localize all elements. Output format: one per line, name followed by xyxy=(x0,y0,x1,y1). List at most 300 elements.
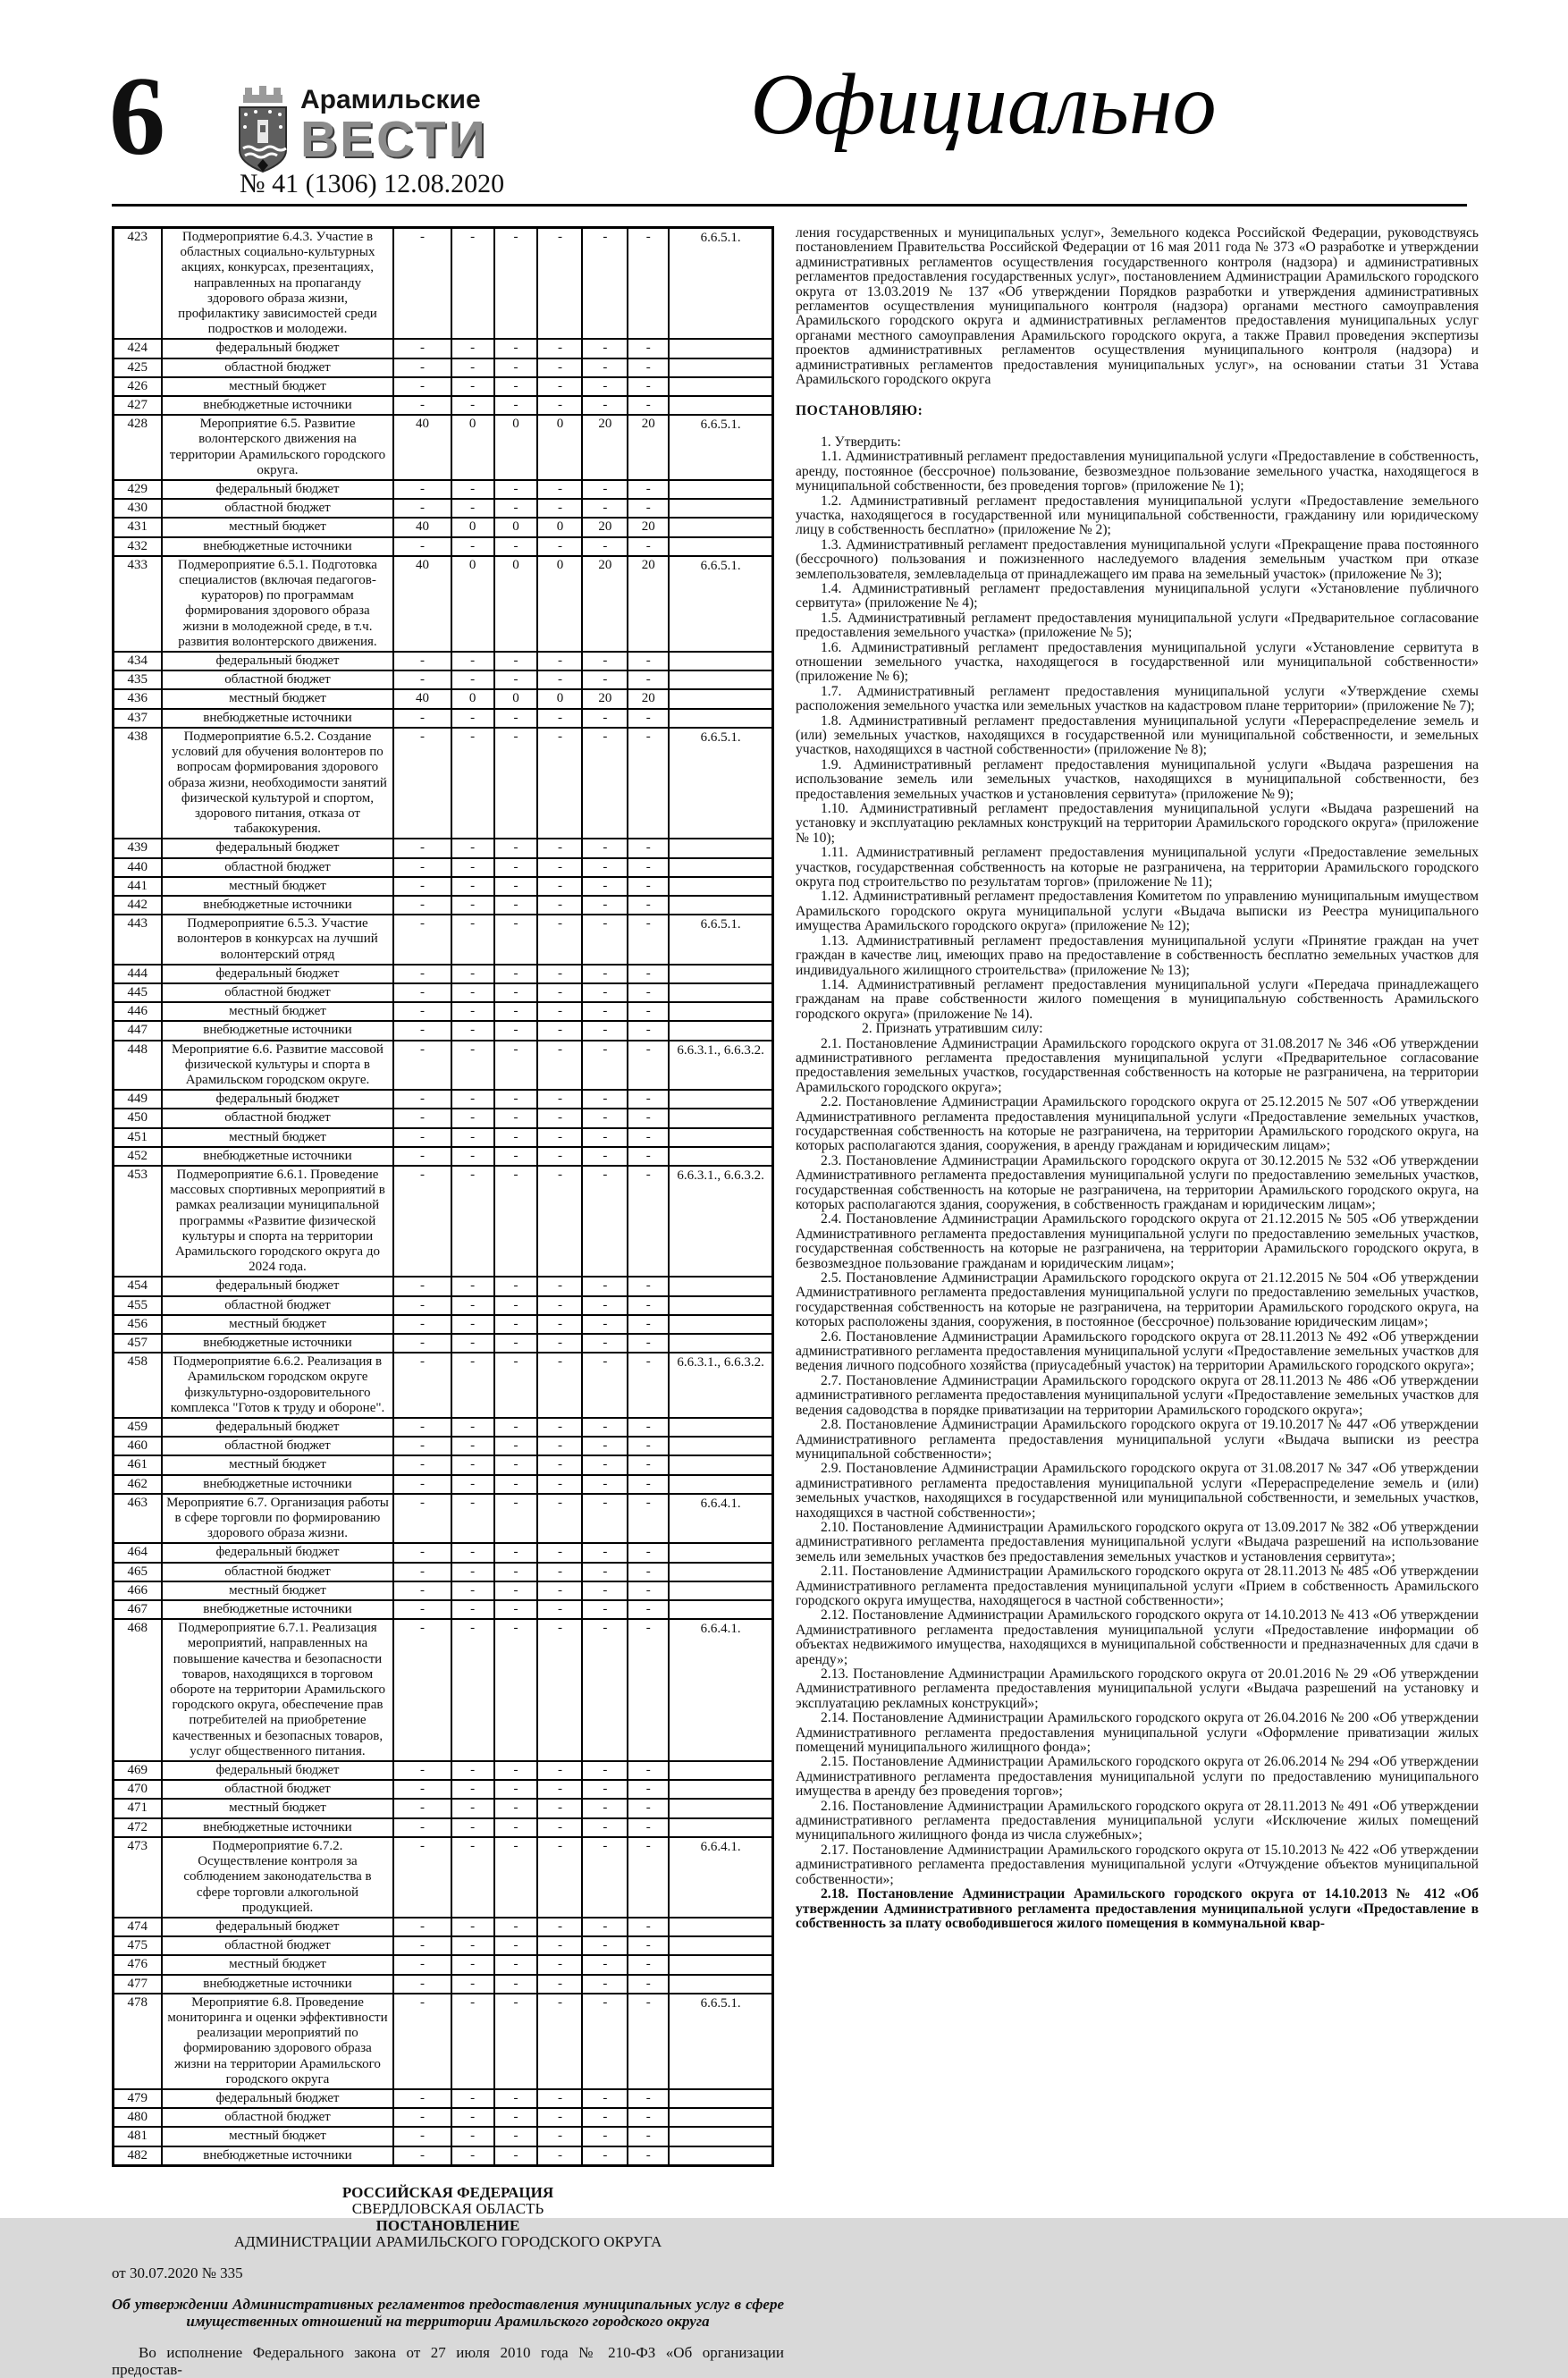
row-value: - xyxy=(582,1761,628,1780)
row-value: - xyxy=(582,1994,628,2089)
row-description: областной бюджет xyxy=(162,1563,394,1581)
row-code xyxy=(669,499,772,518)
row-description: Подмероприятие 6.5.3. Участие волонтеров в конкурсах на лучший волонтерский отряд xyxy=(162,915,394,965)
row-value: - xyxy=(582,1799,628,1817)
row-value: - xyxy=(451,1418,494,1437)
row-value: - xyxy=(537,1761,582,1780)
row-description: Подмероприятие 6.5.1. Подготовка специалистов (включая педагогов-кураторов) по программам формирования здорового образа жизни в молодежной среде, в т.ч. развития волонтерского движения. xyxy=(162,556,394,652)
row-value: - xyxy=(582,839,628,857)
row-value: - xyxy=(537,1543,582,1562)
row-value: - xyxy=(494,1799,538,1817)
row-value: - xyxy=(537,896,582,915)
row-description: областной бюджет xyxy=(162,358,394,377)
row-description: федеральный бюджет xyxy=(162,965,394,983)
row-value: - xyxy=(451,1090,494,1109)
row-number: 450 xyxy=(114,1109,162,1127)
row-value: - xyxy=(451,1147,494,1166)
row-value: - xyxy=(494,965,538,983)
row-number: 479 xyxy=(114,2089,162,2108)
row-code xyxy=(669,1147,772,1166)
row-code xyxy=(669,1600,772,1619)
row-value: - xyxy=(451,1994,494,2089)
table-row xyxy=(114,877,773,896)
row-value: - xyxy=(494,396,538,415)
decree-title: Об утверждении Административных регламентов предоставления муниципальных услуг в сфере имущественных отношений на территории Арамильского городского округа xyxy=(112,2296,784,2330)
legal-paragraph: 1.1. Административный регламент предоставления муниципальной услуги «Предоставление в собственность, аренду, постоянное (бессрочное) пользование, безвозмездное пользование земельного участка, находящегося в муниципальной собственности, без проведения торгов» (приложение № 1); xyxy=(796,449,1479,494)
legal-paragraph: 2.17. Постановление Администрации Арамильского городского округа от 15.10.2013 № 422 «Об утверждении административного регламента предоставления муниципальной услуги «Отчуждение объектов муниципальной собственности»; xyxy=(796,1842,1479,1887)
row-value: - xyxy=(628,1994,669,2089)
row-value: - xyxy=(537,1041,582,1091)
row-value: - xyxy=(537,537,582,556)
row-value: - xyxy=(537,1002,582,1021)
row-value: - xyxy=(451,728,494,839)
row-value: - xyxy=(494,652,538,670)
table-row xyxy=(114,1128,773,1147)
row-description: местный бюджет xyxy=(162,518,394,536)
row-value: - xyxy=(537,1147,582,1166)
row-value: - xyxy=(628,839,669,857)
legal-paragraph: 2.8. Постановление Администрации Арамильского городского округа от 19.10.2017 № 447 «Об утверждении Административного регламента предоставления муниципальной услуги «Выдача выписки из реестра муниципальной собственности»; xyxy=(796,1417,1479,1462)
row-code xyxy=(669,2146,772,2166)
row-code: 6.6.5.1. xyxy=(669,728,772,839)
row-value: - xyxy=(494,358,538,377)
row-code: 6.6.3.1., 6.6.3.2. xyxy=(669,1041,772,1091)
table-row xyxy=(114,1109,773,1127)
row-value: - xyxy=(537,2146,582,2166)
row-value: - xyxy=(494,1418,538,1437)
row-value: 0 xyxy=(451,689,494,708)
row-value: - xyxy=(451,1277,494,1295)
row-value: - xyxy=(628,1166,669,1277)
row-value: - xyxy=(393,652,451,670)
row-value: - xyxy=(494,728,538,839)
row-value: - xyxy=(582,2146,628,2166)
row-value: - xyxy=(582,728,628,839)
table-row xyxy=(114,556,773,652)
row-number: 454 xyxy=(114,1277,162,1295)
row-number: 453 xyxy=(114,1166,162,1277)
table-row xyxy=(114,670,773,689)
row-value: - xyxy=(537,839,582,857)
table-row xyxy=(114,1543,773,1562)
row-value: - xyxy=(451,499,494,518)
row-code xyxy=(669,1761,772,1780)
row-value: - xyxy=(451,839,494,857)
row-value: - xyxy=(537,1090,582,1109)
row-value: - xyxy=(582,877,628,896)
table-row xyxy=(114,915,773,965)
table-row xyxy=(114,689,773,708)
table-row xyxy=(114,1837,773,1918)
row-value: - xyxy=(628,2127,669,2146)
row-description: областной бюджет xyxy=(162,1936,394,1955)
legal-paragraph: 1.7. Административный регламент предоставления муниципальной услуги «Утверждение схемы расположения земельного участка или земельных участков на кадастровом плане территории» (приложение № 7); xyxy=(796,683,1479,714)
row-description: областной бюджет xyxy=(162,983,394,1002)
table-row xyxy=(114,1277,773,1295)
row-value: - xyxy=(628,1475,669,1494)
row-value: - xyxy=(494,2089,538,2108)
row-value: - xyxy=(628,1918,669,1936)
newspaper-name-main: ВЕСТИ xyxy=(300,111,488,168)
row-value: - xyxy=(451,877,494,896)
row-value: - xyxy=(582,537,628,556)
row-value: - xyxy=(393,1002,451,1021)
row-code xyxy=(669,358,772,377)
row-value: - xyxy=(628,1455,669,1474)
table-row xyxy=(114,1799,773,1817)
row-description: федеральный бюджет xyxy=(162,839,394,857)
row-value: - xyxy=(537,1021,582,1040)
row-value: - xyxy=(393,1166,451,1277)
row-number: 437 xyxy=(114,709,162,728)
row-value: - xyxy=(494,1761,538,1780)
row-value: - xyxy=(451,1818,494,1837)
row-value: - xyxy=(582,1296,628,1315)
row-value: - xyxy=(393,1600,451,1619)
row-value: - xyxy=(628,1837,669,1918)
row-description: федеральный бюджет xyxy=(162,1090,394,1109)
row-value: - xyxy=(628,1334,669,1353)
row-value: - xyxy=(537,2127,582,2146)
row-code xyxy=(669,1334,772,1353)
table-row xyxy=(114,1475,773,1494)
row-number: 478 xyxy=(114,1994,162,2089)
legal-paragraph: ления государственных и муниципальных услуг», Земельного кодекса Российской Федерации, руководствуясь постановлением Правительства Российской Федерации от 16 мая 2011 года № 373 «О разработке и утверждении административных регламентов осуществления государственного контроля (надзора) и административных регламентов предоставления государственных услуг», постановлением Администрации Арамильского городского округа от 13.03.2019 № 137 «Об утверждении Порядков разработки и утверждения административных регламентов осуществления муниципального контроля (надзора) органами местного самоуправления Арамильского городского округа и административных регламентов предоставления муниципальных услуг органами местного самоуправления Арамильского городского округа, а также Правил проведения экспертизы проектов административных регламентов осуществления муниципального контроля (надзора) и административных регламентов предоставления муниципальных услуг», на основании статьи 31 Устава Арамильского городского округа xyxy=(796,225,1479,388)
table-row xyxy=(114,1955,773,1974)
row-value: - xyxy=(537,1353,582,1418)
row-value: - xyxy=(537,1563,582,1581)
row-code: 6.6.3.1., 6.6.3.2. xyxy=(669,1166,772,1277)
row-value: - xyxy=(494,839,538,857)
row-value: - xyxy=(537,670,582,689)
row-code xyxy=(669,1563,772,1581)
row-value: - xyxy=(393,1475,451,1494)
row-value: - xyxy=(393,1494,451,1544)
row-value: - xyxy=(393,228,451,340)
row-value: - xyxy=(451,1975,494,1994)
row-value: - xyxy=(537,1437,582,1455)
row-value: - xyxy=(451,1166,494,1277)
row-value: - xyxy=(494,1475,538,1494)
row-value: - xyxy=(393,1315,451,1334)
row-description: местный бюджет xyxy=(162,1581,394,1600)
table-row xyxy=(114,1090,773,1109)
row-value: - xyxy=(582,896,628,915)
row-value: - xyxy=(628,1021,669,1040)
row-value: - xyxy=(451,358,494,377)
row-value: - xyxy=(393,1994,451,2089)
row-value: - xyxy=(537,1455,582,1474)
row-description: внебюджетные источники xyxy=(162,1021,394,1040)
table-row xyxy=(114,518,773,536)
row-value: - xyxy=(451,1918,494,1936)
row-value: - xyxy=(451,1955,494,1974)
row-value: - xyxy=(393,377,451,396)
row-value: - xyxy=(494,1780,538,1799)
row-value: - xyxy=(451,2146,494,2166)
row-value: - xyxy=(393,2108,451,2127)
row-value: - xyxy=(537,1475,582,1494)
row-value: - xyxy=(494,983,538,1002)
legal-paragraph: 2.12. Постановление Администрации Арамильского городского округа от 14.10.2013 № 413 «Об утверждении Административного регламента предоставления муниципальной услуги «Предоставление информации об объектах недвижимого имущества, находящихся в муниципальной собственности и предназначенных для сдачи в аренду»; xyxy=(796,1607,1479,1667)
row-description: местный бюджет xyxy=(162,1002,394,1021)
row-value: - xyxy=(451,1437,494,1455)
row-value: - xyxy=(494,2108,538,2127)
row-value: 0 xyxy=(494,556,538,652)
row-value: - xyxy=(393,537,451,556)
table-row xyxy=(114,1166,773,1277)
legal-paragraph: 2.9. Постановление Администрации Арамильского городского округа от 31.08.2017 № 347 «Об утверждении административного регламента предоставления муниципальной услуги «Перераспределение земель и (или) земельных участков, находящихся в государственной или муниципальной собственности, и земельных участков, находящихся в частной собственности»; xyxy=(796,1461,1479,1521)
row-value: - xyxy=(393,1041,451,1091)
row-value: - xyxy=(537,228,582,340)
row-value: - xyxy=(393,1147,451,1166)
row-code: 6.6.5.1. xyxy=(669,1994,772,2089)
row-value: - xyxy=(628,358,669,377)
row-value: - xyxy=(582,1581,628,1600)
row-number: 469 xyxy=(114,1761,162,1780)
row-value: - xyxy=(582,499,628,518)
row-value: - xyxy=(582,1277,628,1295)
row-value: - xyxy=(393,358,451,377)
decree-heading-line: ПОСТАНОВЛЕНИЕ xyxy=(375,2216,520,2234)
row-description: Подмероприятие 6.7.1. Реализация мероприятий, направленных на повышение качества и безопасности товаров, находящихся в торговом обороте на территории Арамильского городского округа, обеспечение прав потребителей на приобретение качественных и безопасных товаров, услуг общественного питания. xyxy=(162,1619,394,1761)
row-value: - xyxy=(582,983,628,1002)
row-value: - xyxy=(582,1418,628,1437)
row-value: - xyxy=(393,1837,451,1918)
row-value: - xyxy=(494,1581,538,1600)
legal-paragraph: 1.13. Административный регламент предоставления муниципальной услуги «Принятие граждан на учет граждан в качестве лиц, имеющих право на предоставление в собственность бесплатно земельных участков для индивидуального жилищного строительства» (приложение № 13); xyxy=(796,932,1479,978)
row-value: - xyxy=(393,896,451,915)
row-value: - xyxy=(393,1818,451,1837)
row-value: - xyxy=(393,499,451,518)
row-value: - xyxy=(582,2089,628,2108)
table-row xyxy=(114,983,773,1002)
row-code xyxy=(669,1475,772,1494)
row-value: - xyxy=(628,480,669,499)
row-code xyxy=(669,1780,772,1799)
row-description: Подмероприятие 6.4.3. Участие в областных социально-культурных акциях, конкурсах, презентациях, направленных на пропаганду здорового образа жизни, профилактику зависимостей среди подростков и молодежи. xyxy=(162,228,394,340)
row-value: 40 xyxy=(393,689,451,708)
row-value: - xyxy=(494,1277,538,1295)
row-value: - xyxy=(537,1494,582,1544)
row-value: - xyxy=(451,1475,494,1494)
row-description: Мероприятие 6.5. Развитие волонтерского движения на территории Арамильского городского округа. xyxy=(162,415,394,480)
legal-paragraph: 2. Признать утратившим силу: xyxy=(862,1021,1043,1037)
row-description: областной бюджет xyxy=(162,1109,394,1127)
row-code xyxy=(669,339,772,358)
table-row xyxy=(114,839,773,857)
row-description: Мероприятие 6.6. Развитие массовой физической культуры и спорта в Арамильском городском округе. xyxy=(162,1041,394,1091)
row-value: - xyxy=(393,839,451,857)
row-value: - xyxy=(494,499,538,518)
row-number: 461 xyxy=(114,1455,162,1474)
row-value: - xyxy=(451,1581,494,1600)
table-row xyxy=(114,228,773,340)
row-value: - xyxy=(537,1581,582,1600)
row-value: 40 xyxy=(393,518,451,536)
row-value: - xyxy=(628,1147,669,1166)
table-row xyxy=(114,377,773,396)
row-description: областной бюджет xyxy=(162,1296,394,1315)
row-value: - xyxy=(537,396,582,415)
row-number: 443 xyxy=(114,915,162,965)
row-value: 20 xyxy=(582,689,628,708)
row-value: - xyxy=(393,1090,451,1109)
legal-paragraph: 1.9. Административный регламент предоставления муниципальной услуги «Выдача разрешения на использование земель или земельных участков, находящихся в муниципальной собственности, без предоставления земельных участков и установления сервитута» (приложение № 9); xyxy=(796,756,1479,802)
row-description: областной бюджет xyxy=(162,858,394,877)
row-value: - xyxy=(628,1296,669,1315)
row-value: - xyxy=(494,1994,538,2089)
row-description: областной бюджет xyxy=(162,499,394,518)
decree-intro: Во исполнение Федерального закона от 27 июля 2010 года № 210-ФЗ «Об организации предостав- xyxy=(112,2344,784,2378)
row-value: - xyxy=(582,1975,628,1994)
newspaper-masthead xyxy=(234,86,488,173)
row-value: 40 xyxy=(393,556,451,652)
row-value: - xyxy=(494,1837,538,1918)
row-value: - xyxy=(628,2146,669,2166)
row-code xyxy=(669,377,772,396)
row-value: - xyxy=(393,728,451,839)
row-description: внебюджетные источники xyxy=(162,1147,394,1166)
row-value: - xyxy=(582,1918,628,1936)
legal-paragraph: 2.13. Постановление Администрации Арамильского городского округа от 20.01.2016 № 29 «Об утверждении Административного регламента предоставления муниципальной услуги «Выдача разрешений на установку и эксплуатацию рекламных конструкций»; xyxy=(796,1666,1479,1711)
table-row xyxy=(114,1994,773,2089)
legal-paragraph: 2.11. Постановление Администрации Арамильского городского округа от 28.11.2013 № 485 «Об утверждении Административного регламента предоставления муниципальной услуги «Прием в собственность Арамильского городского округа имущества, находящегося в частной собственности»; xyxy=(796,1564,1479,1608)
row-value: - xyxy=(628,670,669,689)
row-value: - xyxy=(537,965,582,983)
row-description: внебюджетные источники xyxy=(162,896,394,915)
row-number: 472 xyxy=(114,1818,162,1837)
row-value: - xyxy=(451,1837,494,1918)
budget-table-body xyxy=(114,228,773,2166)
section-title: Официально xyxy=(750,56,1217,153)
legal-paragraph: 2.7. Постановление Администрации Арамильского городского округа от 28.11.2013 № 486 «Об утверждении административного регламента предоставления муниципальной услуги «Предоставление земельных участков для ведения садоводства в порядке приватизации на территории Арамильского городского округа»; xyxy=(796,1372,1479,1418)
row-value: - xyxy=(628,537,669,556)
row-value: - xyxy=(628,1437,669,1455)
row-value: - xyxy=(393,1109,451,1127)
row-value: - xyxy=(494,1955,538,1974)
row-value: - xyxy=(393,480,451,499)
row-value: - xyxy=(628,1818,669,1837)
row-code xyxy=(669,1109,772,1127)
table-row xyxy=(114,2108,773,2127)
row-code xyxy=(669,1128,772,1147)
row-value: - xyxy=(582,1455,628,1474)
row-description: областной бюджет xyxy=(162,1437,394,1455)
table-row xyxy=(114,1494,773,1544)
row-value: - xyxy=(494,537,538,556)
row-value: - xyxy=(537,1936,582,1955)
row-value: - xyxy=(494,1166,538,1277)
row-value: - xyxy=(451,1936,494,1955)
budget-table xyxy=(112,226,774,2167)
row-value: - xyxy=(537,1600,582,1619)
row-value: - xyxy=(393,1418,451,1437)
table-row xyxy=(114,2146,773,2166)
row-value: - xyxy=(628,1002,669,1021)
row-code xyxy=(669,2108,772,2127)
row-value: - xyxy=(537,499,582,518)
row-code xyxy=(669,396,772,415)
row-value: - xyxy=(537,1918,582,1936)
row-value: - xyxy=(628,915,669,965)
row-value: 20 xyxy=(582,518,628,536)
row-number: 445 xyxy=(114,983,162,1002)
legal-paragraph: 1. Утвердить: xyxy=(821,434,901,450)
table-row xyxy=(114,1418,773,1437)
row-value: 0 xyxy=(537,518,582,536)
table-row xyxy=(114,1936,773,1955)
row-value: - xyxy=(451,1799,494,1817)
row-number: 465 xyxy=(114,1563,162,1581)
row-value: - xyxy=(582,1437,628,1455)
row-number: 460 xyxy=(114,1437,162,1455)
row-value: - xyxy=(494,1002,538,1021)
row-description: Мероприятие 6.8. Проведение мониторинга и оценки эффективности реализации мероприятий по формированию здорового образа жизни на территории Арамильского городского округа xyxy=(162,1994,394,2089)
row-value: - xyxy=(393,1581,451,1600)
row-value: - xyxy=(393,2127,451,2146)
row-description: областной бюджет xyxy=(162,670,394,689)
row-value: - xyxy=(451,480,494,499)
row-value: - xyxy=(628,1619,669,1761)
row-value: - xyxy=(628,1975,669,1994)
row-value: - xyxy=(393,339,451,358)
row-value: - xyxy=(537,1837,582,1918)
row-value: - xyxy=(494,1334,538,1353)
row-value: - xyxy=(582,1002,628,1021)
row-code xyxy=(669,877,772,896)
row-value: - xyxy=(582,670,628,689)
row-number: 424 xyxy=(114,339,162,358)
row-value: - xyxy=(451,1315,494,1334)
row-number: 432 xyxy=(114,537,162,556)
row-value: - xyxy=(494,1543,538,1562)
row-number: 467 xyxy=(114,1600,162,1619)
row-value: - xyxy=(582,1315,628,1334)
row-value: - xyxy=(393,1128,451,1147)
row-value: - xyxy=(494,1918,538,1936)
row-code xyxy=(669,983,772,1002)
row-value: - xyxy=(393,670,451,689)
row-value: - xyxy=(393,965,451,983)
row-value: - xyxy=(494,670,538,689)
row-code xyxy=(669,537,772,556)
row-code xyxy=(669,652,772,670)
row-value: - xyxy=(451,1041,494,1091)
row-code xyxy=(669,1277,772,1295)
row-value: - xyxy=(393,1455,451,1474)
row-number: 482 xyxy=(114,2146,162,2166)
row-value: - xyxy=(393,1543,451,1562)
row-value: - xyxy=(582,652,628,670)
row-value: - xyxy=(393,1936,451,1955)
row-value: - xyxy=(537,1109,582,1127)
row-value: 0 xyxy=(537,415,582,480)
row-value: - xyxy=(537,858,582,877)
row-value: - xyxy=(451,1563,494,1581)
row-value: - xyxy=(494,1109,538,1127)
row-value: - xyxy=(537,877,582,896)
row-value: - xyxy=(393,2089,451,2108)
row-number: 448 xyxy=(114,1041,162,1091)
table-row xyxy=(114,1918,773,1936)
row-number: 433 xyxy=(114,556,162,652)
row-value: - xyxy=(393,396,451,415)
table-row xyxy=(114,1315,773,1334)
row-code xyxy=(669,1818,772,1837)
row-value: - xyxy=(582,1041,628,1091)
row-value: - xyxy=(537,1955,582,1974)
